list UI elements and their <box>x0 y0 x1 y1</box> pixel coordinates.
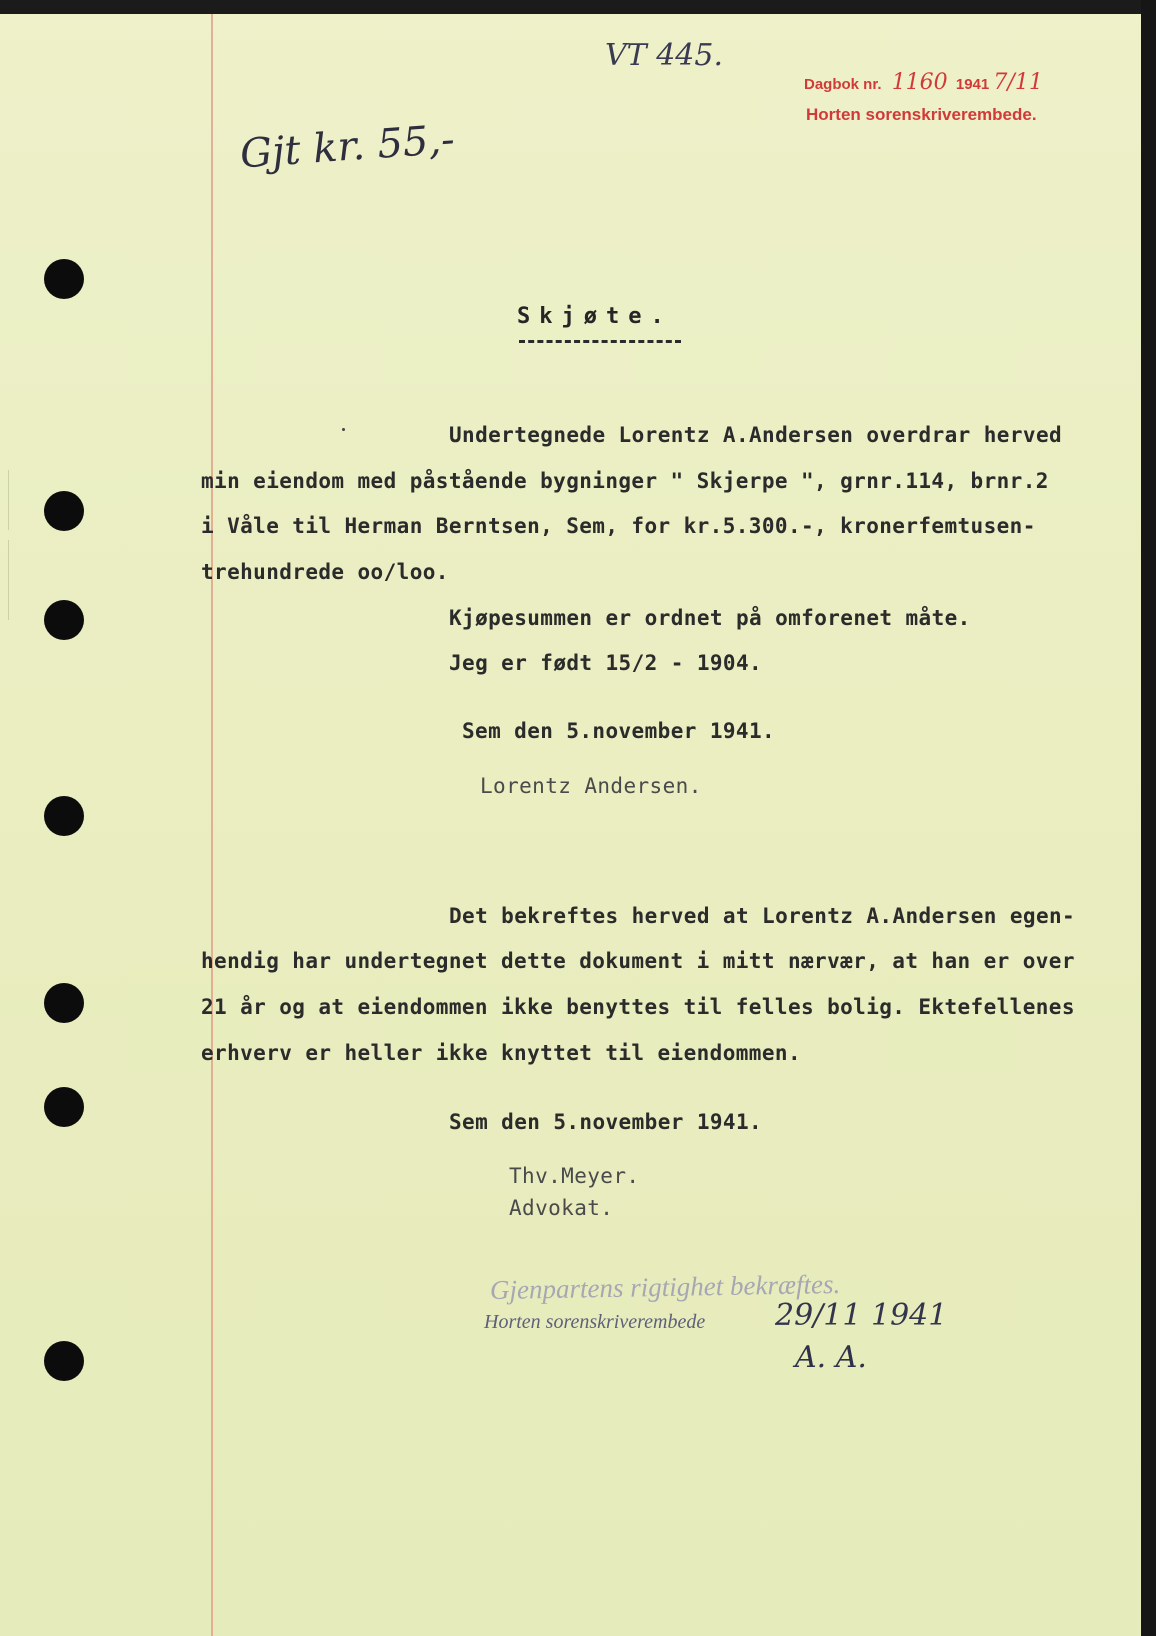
punch-hole <box>44 259 84 299</box>
scan-right-edge <box>1141 0 1156 1636</box>
date-line-2: Sem den 5.november 1941. <box>449 1110 763 1134</box>
paper-crease <box>8 470 9 530</box>
fee-note: Gjt kr. 55,- <box>238 116 457 178</box>
margin-line <box>211 14 213 1636</box>
paragraph4-line1: Det bekreftes herved at Lorentz A.Andersen egen- <box>449 904 1076 928</box>
scan-top-edge <box>0 0 1141 14</box>
punch-hole <box>44 983 84 1023</box>
stamp-date: 7/11 <box>993 70 1043 95</box>
stray-mark <box>342 428 345 431</box>
stamp-label: Dagbok nr. <box>804 76 882 93</box>
title-underline <box>519 340 681 343</box>
paragraph4-line3: 21 år og at eiendommen ikke benyttes til felles bolig. Ektefellenes <box>201 995 1075 1019</box>
stamp-year: 1941 <box>955 76 990 93</box>
paragraph3: Jeg er født 15/2 - 1904. <box>449 651 763 675</box>
diary-stamp-line1 <box>804 70 1043 95</box>
signer-name: Lorentz Andersen. <box>480 774 702 798</box>
diary-stamp-line2: Horten sorenskriverembede. <box>806 105 1037 124</box>
paragraph1-line1: Undertegnede Lorentz A.Andersen overdrar herved <box>449 423 1063 447</box>
paragraph1-line4: trehundrede oo/loo. <box>201 560 449 584</box>
case-reference: VT 445. <box>605 38 724 73</box>
date-line-1: Sem den 5.november 1941. <box>462 719 776 743</box>
punch-hole <box>44 600 84 640</box>
stamp-number: 1160 <box>891 70 948 95</box>
document-title: Skjøte. <box>517 304 673 329</box>
witness-name: Thv.Meyer. <box>509 1164 640 1188</box>
witness-title: Advokat. <box>509 1196 614 1220</box>
paragraph1-line2: min eiendom med påstående bygninger " Skjerpe ", grnr.114, brnr.2 <box>201 469 1049 493</box>
certification-line1: Gjenpartens rigtighet bekræftes. <box>489 1268 841 1306</box>
paragraph1-line3: i Våle til Herman Berntsen, Sem, for kr.5.300.-, kronerfemtusen- <box>201 514 1036 538</box>
paragraph4-line2: hendig har undertegnet dette dokument i mitt nærvær, at han er over <box>201 949 1075 973</box>
certification-line2: Horten sorenskriverembede <box>484 1311 706 1333</box>
punch-hole <box>44 491 84 531</box>
punch-hole <box>44 1087 84 1127</box>
paragraph4-line4: erhverv er heller ikke knyttet til eiendommen. <box>201 1041 801 1065</box>
punch-hole <box>44 1341 84 1381</box>
paragraph2: Kjøpesummen er ordnet på omforenet måte. <box>449 606 971 630</box>
paper-crease <box>8 540 9 620</box>
certification-initials: A. A. <box>795 1340 867 1375</box>
punch-hole <box>44 796 84 836</box>
certification-date: 29/11 1941 <box>775 1298 948 1333</box>
